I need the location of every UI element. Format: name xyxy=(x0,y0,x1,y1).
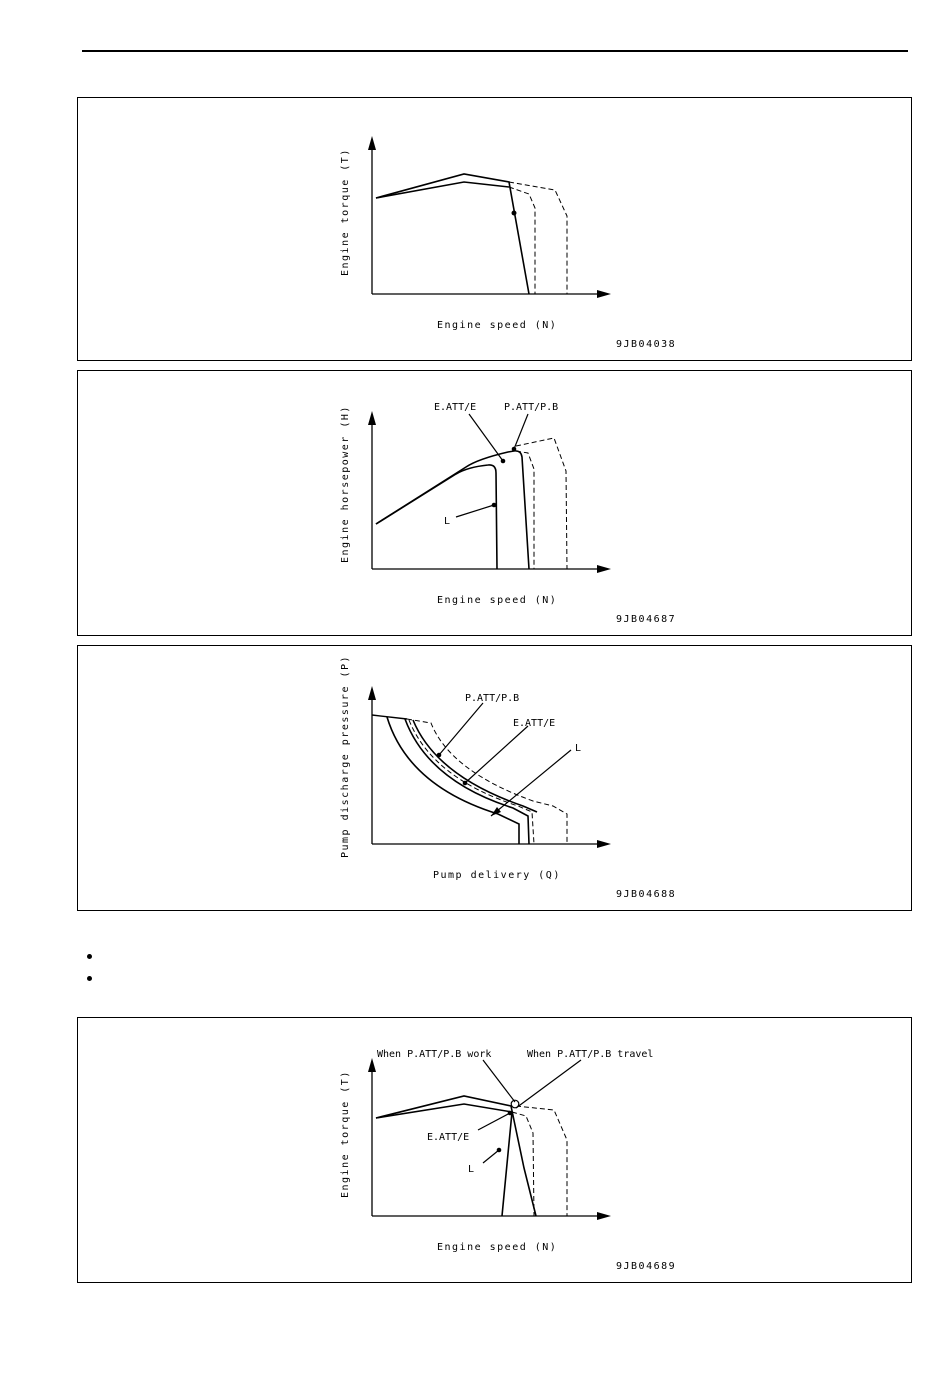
label-work: When P.ATT/P.B work xyxy=(377,1049,492,1060)
torque-curve-outer xyxy=(376,174,529,294)
pq-curve-patt xyxy=(413,720,537,812)
label-l: L xyxy=(444,516,451,527)
figure-code: 9JB04689 xyxy=(616,1261,677,1272)
hp-curve-l xyxy=(376,465,497,569)
x-axis-arrow xyxy=(597,565,611,573)
leader-l xyxy=(483,1150,499,1163)
torque-curve-dashed-2 xyxy=(516,1106,567,1216)
label-eatt: E.ATT/E xyxy=(513,718,556,729)
figure-engine-torque xyxy=(77,97,912,361)
y-axis-arrow xyxy=(368,1058,376,1072)
x-axis-arrow xyxy=(597,840,611,848)
leader-work xyxy=(483,1060,515,1102)
x-axis-label: Engine speed (N) xyxy=(437,595,558,606)
label-eatt: E.ATT/E xyxy=(434,402,477,413)
figure-code: 9JB04687 xyxy=(616,614,677,625)
point-marker xyxy=(512,211,517,216)
x-axis-label: Pump delivery (Q) xyxy=(433,870,561,881)
y-axis-arrow xyxy=(368,411,376,425)
y-axis-label: Pump discharge pressure (P) xyxy=(340,654,351,858)
label-eatt: E.ATT/E xyxy=(427,1132,470,1143)
leader-patt xyxy=(439,703,483,755)
y-axis-arrow xyxy=(368,686,376,700)
torque-curve-inner xyxy=(376,182,509,198)
x-axis-label: Engine speed (N) xyxy=(437,320,558,331)
leader-eatt xyxy=(469,414,503,461)
label-patt: P.ATT/P.B xyxy=(465,693,520,704)
label-l: L xyxy=(468,1164,475,1175)
label-travel: When P.ATT/P.B travel xyxy=(527,1049,654,1060)
label-l: L xyxy=(575,743,582,754)
pressure-cutoff xyxy=(372,715,407,719)
pq-curve-l xyxy=(387,717,519,844)
x-axis-arrow xyxy=(597,290,611,298)
leader-l xyxy=(491,750,571,816)
torque-modes-diagram xyxy=(78,1018,913,1284)
y-axis-label: Engine torque (T) xyxy=(340,1070,351,1198)
figure-engine-horsepower xyxy=(77,370,912,636)
figure-code: 9JB04688 xyxy=(616,889,677,900)
y-axis-label: Engine torque (T) xyxy=(340,148,351,276)
bullet-1 xyxy=(87,954,92,959)
x-axis-label: Engine speed (N) xyxy=(437,1242,558,1253)
pump-pq-diagram xyxy=(78,646,913,912)
leader-eatt xyxy=(478,1113,510,1130)
bullet-2 xyxy=(87,976,92,981)
x-axis-arrow xyxy=(597,1212,611,1220)
leader-l xyxy=(456,505,494,517)
figure-engine-torque-modes xyxy=(77,1017,912,1283)
label-patt: P.ATT/P.B xyxy=(504,402,559,413)
leader-eatt xyxy=(465,726,528,783)
torque-curve-work xyxy=(376,1104,512,1216)
horsepower-diagram xyxy=(78,371,913,637)
torque-curve-dashed-2 xyxy=(509,182,567,294)
hp-curve-dashed-2 xyxy=(516,438,567,569)
y-axis-label: Engine horsepower (H) xyxy=(340,405,351,563)
y-axis-arrow xyxy=(368,136,376,150)
torque-diagram xyxy=(78,98,913,362)
leader-travel xyxy=(516,1060,581,1108)
figure-pump-pq xyxy=(77,645,912,911)
header-rule xyxy=(82,50,908,52)
figure-code: 9JB04038 xyxy=(616,339,677,350)
